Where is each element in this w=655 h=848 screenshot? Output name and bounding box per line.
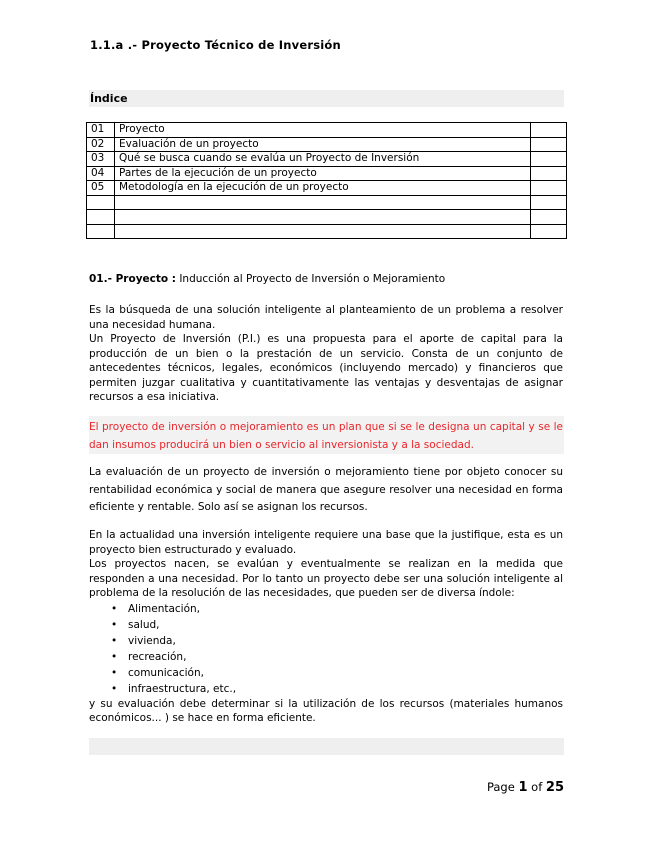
table-row: [87, 166, 567, 181]
index-number: 03: [87, 152, 115, 167]
paragraph: y su evaluación debe determinar si la utilización de los recursos (materiales humanos económicos... ) se hace en forma eficiente.: [89, 697, 563, 724]
page-total: 25: [545, 780, 564, 795]
index-number: 02: [87, 137, 115, 152]
section-label: 01.- Proyecto :: [89, 273, 176, 285]
index-page-cell: [531, 152, 567, 167]
index-page-cell: [531, 181, 567, 196]
index-page-cell: [531, 166, 567, 181]
index-table: [86, 122, 567, 239]
footer-prefix: Page: [486, 780, 515, 794]
list-item: • comunicación,: [89, 665, 563, 681]
index-number: [87, 195, 115, 210]
table-row: [87, 181, 567, 196]
index-number: [87, 224, 115, 239]
index-entry: Qué se busca cuando se evalúa un Proyecto de Inversión: [115, 152, 531, 167]
index-number: 04: [87, 166, 115, 181]
document-title: 1.1.a .- Proyecto Técnico de Inversión: [90, 38, 341, 52]
table-row: [87, 137, 567, 152]
table-row: [87, 123, 567, 138]
body-text-2: [89, 528, 563, 726]
body-text-1: [89, 303, 563, 405]
page-number: 1: [518, 780, 528, 795]
index-number: 05: [87, 181, 115, 196]
section-subtitle: Inducción al Proyecto de Inversión o Mejoramiento: [179, 273, 446, 285]
index-entry: Metodología en la ejecución de un proyecto: [115, 181, 531, 196]
paragraph: En la actualidad una inversión inteligente requiere una base que la justifique, esta es un proyecto bien estructurado y evaluado.: [89, 529, 563, 556]
table-row: [87, 210, 567, 225]
index-page-cell: [531, 210, 567, 225]
index-entry: [115, 224, 531, 239]
page-footer: [487, 780, 564, 795]
index-entry: [115, 195, 531, 210]
table-row: [87, 224, 567, 239]
index-entry: Proyecto: [115, 123, 531, 138]
list-item: • recreación,: [89, 649, 563, 665]
footer-of: of: [531, 780, 543, 794]
index-page-cell: [531, 137, 567, 152]
paragraph: Es la búsqueda de una solución inteligente al planteamiento de un problema a resolver una necesidad humana.: [89, 304, 563, 331]
list-item: • Alimentación,: [89, 601, 563, 617]
paragraph: La evaluación de un proyecto de inversión o mejoramiento tiene por objeto conocer su rentabilidad económica y social de manera que asegure resolver una necesidad en forma eficiente y rentable. Solo así se asignan los recursos.: [89, 466, 563, 513]
index-page-cell: [531, 195, 567, 210]
needs-list: [89, 601, 563, 697]
index-heading: Índice: [89, 90, 564, 107]
list-item: • vivienda,: [89, 633, 563, 649]
shaded-bar: [89, 738, 564, 755]
index-page-cell: [531, 224, 567, 239]
paragraph: Un Proyecto de Inversión (P.I.) es una propuesta para el aporte de capital para la producción de un bien o la prestación de un servicio. Consta de un conjunto de antecedentes técnicos, legales, económicos (incluyendo mercado) y financieros que permiten juzgar cualitativa y cuantitativamente las ventajas y desventajas de asignar recursos a esa iniciativa.: [89, 333, 563, 403]
table-row: [87, 195, 567, 210]
index-entry: Partes de la ejecución de un proyecto: [115, 166, 531, 181]
index-page-cell: [531, 123, 567, 138]
index-entry: Evaluación de un proyecto: [115, 137, 531, 152]
section-heading: [89, 273, 445, 285]
index-number: [87, 210, 115, 225]
index-entry: [115, 210, 531, 225]
highlighted-definition: El proyecto de inversión o mejoramiento es un plan que si se le designa un capital y se le dan insumos producirá un bien o servicio al inversionista y a la sociedad.: [89, 421, 563, 451]
list-item: • salud,: [89, 617, 563, 633]
table-row: [87, 152, 567, 167]
index-number: 01: [87, 123, 115, 138]
list-item: • infraestructura, etc.,: [89, 681, 563, 697]
paragraph: Los proyectos nacen, se evalúan y eventualmente se realizan en la medida que responden a una necesidad. Por lo tanto un proyecto debe ser una solución inteligente al problema de la resolución de las necesidades, que pueden ser de diversa índole:: [89, 558, 563, 599]
